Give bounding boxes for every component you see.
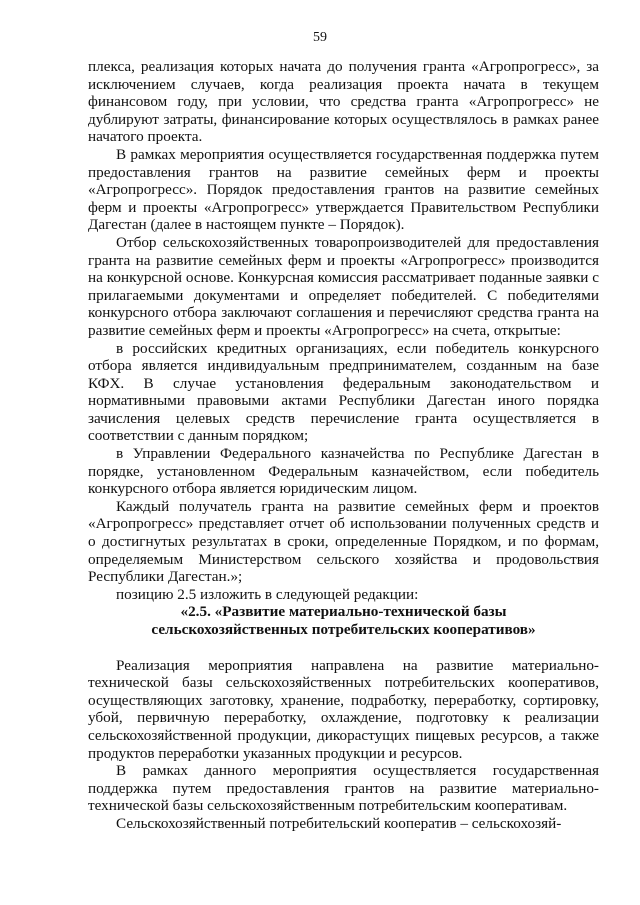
paragraph: Каждый получатель гранта на развитие семейных ферм и проектов «Агропрогресс» представляет отчет об использовании полученных средств и о достигнутых результатах в сроки, определенные Порядком, и по формам, определяемым Министерством сельского хозяйства и продовольствия Республики Дагестан.»; (88, 497, 599, 586)
paragraph: в Управлении Федерального казначейства по Республике Дагестан в порядке, установленном Федеральным казначейством, если победитель конкурсного отбора является юридическим лицом. (88, 445, 599, 498)
paragraph: Сельскохозяйственный потребительский кооператив – сельскохозяй- (116, 814, 562, 832)
section-heading-line: сельскохозяйственных потребительских кооперативов» (151, 621, 536, 638)
paragraph: Отбор сельскохозяйственных товаропроизводителей для предоставления гранта на развитие семейных ферм и проекты «Агропрогресс» производится на конкурсной основе. Конкурсная комиссия рассматривает поданные заявки с прилагаемыми документами и определяет победителей. С победителями конкурсного отбора заключают соглашения и перечисляют средства гранта на развитие семейных ферм и проекты «Агропрогресс» на счета, открытые: (88, 233, 599, 339)
paragraph: позицию 2.5 изложить в следующей редакции: (116, 585, 419, 603)
paragraph: В рамках мероприятия осуществляется государственная поддержка путем предоставления грантов на развитие семейных ферм и проекты «Агропрогресс». Порядок предоставления грантов на развитие семейных ферм и проекты «Агропрогресс» утверждается Правительством Республики Дагестан (далее в настоящем пункте – Порядок). (88, 145, 599, 234)
section-heading (88, 603, 599, 638)
paragraph: в российских кредитных организациях, если победитель конкурсного отбора является индивидуальным предпринимателем, созданным на базе КФХ. В случае установления федеральным законодательством и нормативными правовыми актами Республики Дагестан иного порядка зачисления целевых средств перечисление гранта осуществляется в соответствии с данным порядком; (88, 339, 599, 445)
paragraph: плекса, реализация которых начата до получения гранта «Агропрогресс», за исключением случаев, когда реализация проекта начата в текущем финансовом году, при условии, что средства гранта «Агропрогресс» не дублируют затраты, финансирование которых осуществлялось в рамках ранее начатого проекта. (88, 58, 599, 146)
document-body (88, 58, 599, 833)
paragraph: Реализация мероприятия направлена на развитие материально-технической базы сельскохозяйственных потребительских кооперативов, осуществляющих заготовку, хранение, подработку, переработку, сортировку, убой, первичную переработку, охлаждение, подготовку к реализации сельскохозяйственной продукции, дикорастущих пищевых ресурсов, а также продуктов переработки указанных продукции и ресурсов. (88, 656, 599, 762)
paragraph: В рамках данного мероприятия осуществляется государственная поддержка путем предоставления грантов на развитие материально-технической базы сельскохозяйственным потребительским кооперативам. (88, 762, 599, 815)
page-number: 59 (313, 30, 327, 45)
section-heading-line: «2.5. «Развитие материально-технической базы (180, 603, 507, 621)
